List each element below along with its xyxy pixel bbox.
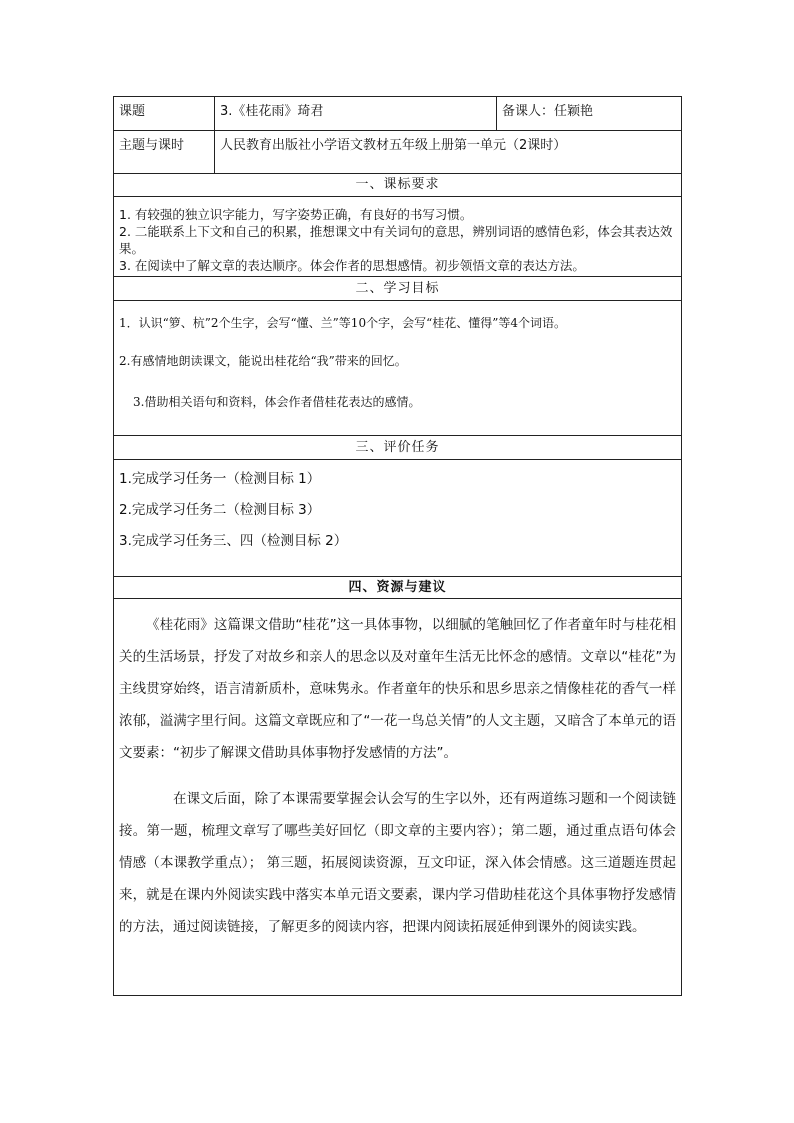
- topic-label: 课题: [114, 97, 215, 131]
- requirement-item-2: 2. 二能联系上下文和自己的积累，推想课文中有关词句的意思，辨别词语的感情色彩，体会其表达效果。: [119, 224, 673, 256]
- section1-body-row: [114, 197, 682, 277]
- section1-header-row: [114, 174, 682, 197]
- section4-body-row: [114, 599, 682, 996]
- section3-header-row: [114, 436, 682, 460]
- requirement-item-3: 3. 在阅读中了解文章的表达顺序。体会作者的思想感情。初步领悟文章的表达方法。: [119, 258, 585, 273]
- task-item-2: 2.完成学习任务二（检测目标 3）: [119, 502, 321, 518]
- preparer: 备课人：任颖艳: [497, 97, 682, 131]
- theme-value: 人民教育出版社小学语文教材五年级上册第一单元（2课时）: [215, 131, 682, 174]
- resource-paragraph-2: 在课文后面，除了本课需要掌握会认会写的生字以外，还有两道练习题和一个阅读链接。第一题，梳理文章写了哪些美好回忆（即文章的主要内容）；第二题，通过重点语句体会情感（本课教学重点）； 第三题，拓展阅读资源，互文印证，深入体会情感。这三道题连贯起来，就是在课内外阅读实践中落实本单元语文要素，课内学习借助桂花这个具体事物抒发感情的方法，通过阅读链接，了解更多的阅读内容，把课内阅读拓展延伸到课外的阅读实践。: [119, 791, 676, 935]
- requirement-item-1: 1. 有较强的独立识字能力，写字姿势正确，有良好的书写习惯。: [119, 207, 473, 222]
- topic-value: 3.《桂花雨》琦君: [215, 97, 497, 131]
- theme-row: [114, 131, 682, 174]
- goal-item-3: 3.借助相关语句和资料，体会作者借桂花表达的感情。: [133, 395, 421, 409]
- section4-body: [114, 599, 682, 996]
- section3-body: [114, 460, 682, 577]
- section1-title: 一、课标要求: [114, 174, 682, 197]
- topic-row: [114, 97, 682, 131]
- goal-item-2: 2.有感情地朗读课文，能说出桂花给“我”带来的回忆。: [119, 354, 407, 368]
- section2-header-row: [114, 277, 682, 301]
- section2-title: 二、学习目标: [114, 277, 682, 301]
- section4-title: 四、资源与建议: [114, 577, 682, 599]
- theme-label: 主题与课时: [114, 131, 215, 174]
- section4-header-row: [114, 577, 682, 599]
- section3-title: 三、评价任务: [114, 436, 682, 460]
- section2-body: [114, 301, 682, 436]
- lesson-plan-table: [113, 96, 682, 996]
- section1-body: [114, 197, 682, 277]
- task-item-3: 3.完成学习任务三、四（检测目标 2）: [119, 533, 348, 549]
- task-item-1: 1.完成学习任务一（检测目标 1）: [119, 471, 321, 487]
- section3-body-row: [114, 460, 682, 577]
- section2-body-row: [114, 301, 682, 436]
- resource-paragraph-1: 《桂花雨》这篇课文借助“桂花”这一具体事物，以细腻的笔触回忆了作者童年时与桂花相关的生活场景，抒发了对故乡和亲人的思念以及对童年生活无比怀念的感情。文章以“桂花”为主线贯穿始终，语言清新质朴，意味隽永。作者童年的快乐和思乡思亲之情像桂花的香气一样浓郁，溢满字里行间。这篇文章既应和了“一花一鸟总关情”的人文主题，又暗含了本单元的语文要素：“初步了解课文借助具体事物抒发感情的方法”。: [119, 617, 676, 761]
- goal-item-1: 1．认识“箩、杭”2个生字，会写“懂、兰”等10个字，会写“桂花、懂得”等4个词语。: [119, 316, 566, 330]
